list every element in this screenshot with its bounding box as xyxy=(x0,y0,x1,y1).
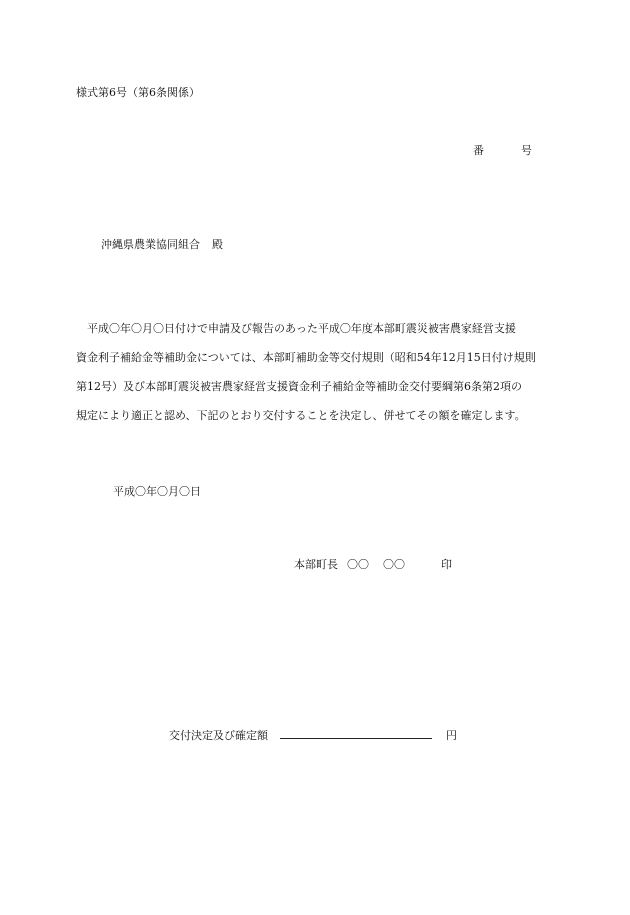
body-line-3: 第12号）及び本部町震災被害農家経営支援資金利子補給金等補助金交付要綱第6条第2項の xyxy=(76,380,522,393)
amount-blank-line xyxy=(280,728,432,739)
body-paragraph xyxy=(76,314,556,430)
document-number-label xyxy=(473,142,532,158)
amount-unit: 円 xyxy=(446,729,457,742)
body-line-1: 平成〇年〇月〇日付けで申請及び報告のあった平成〇年度本部町震災被害農家経営支援 xyxy=(87,322,516,335)
honorific: 殿 xyxy=(212,238,223,251)
body-line-2: 資金利子補給金等補助金については、本部町補助金等交付規則（昭和54年12月15日付け規則 xyxy=(76,351,536,364)
signer-title: 本部町長 xyxy=(294,558,338,571)
body-line-4: 規定により適正と認め、下記のとおり交付することを決定し、併せてその額を確定します。 xyxy=(76,409,526,422)
signer-name-2: 〇〇 xyxy=(383,558,405,571)
signer-block xyxy=(294,556,452,572)
amount-label: 交付決定及び確定額 xyxy=(169,729,268,742)
number-label-go: 号 xyxy=(521,144,532,157)
form-number: 様式第6号（第6条関係） xyxy=(76,86,200,99)
seal-mark: 印 xyxy=(441,558,452,571)
issue-date: 平成〇年〇月〇日 xyxy=(113,485,201,498)
number-label-ban: 番 xyxy=(473,144,484,157)
addressee-name: 沖縄県農業協同組合 xyxy=(101,238,200,251)
addressee xyxy=(101,236,223,252)
signer-name-1: 〇〇 xyxy=(347,558,369,571)
amount-row xyxy=(169,727,457,743)
